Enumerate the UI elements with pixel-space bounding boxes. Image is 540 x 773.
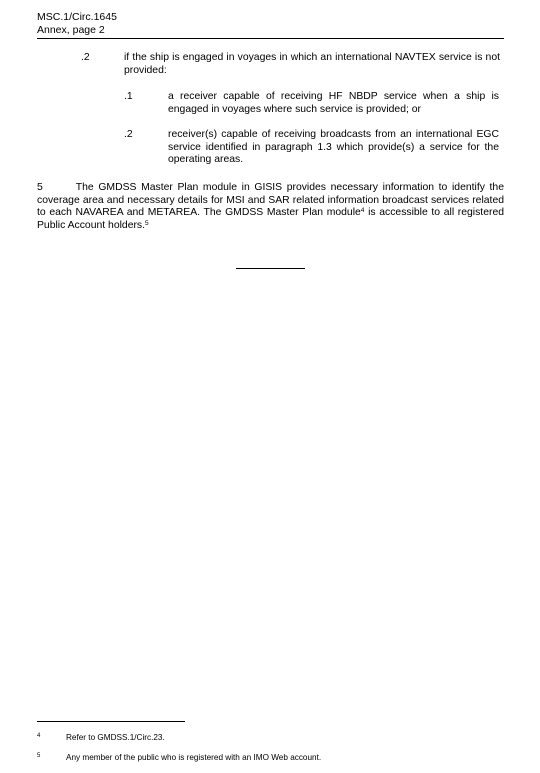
footnote-ref[interactable]: 5 [145, 219, 149, 227]
header-rule [37, 38, 504, 39]
paragraph-text-cont: is accessible to all registered Public Account holders. [37, 207, 504, 231]
item-number: .2 [81, 52, 90, 63]
paragraph-text: The GMDSS Master Plan module in GISIS provides necessary information to identify the coverage area and necessary details for MSI and SAR related information broadcast services related to each NAVAREA and METAREA. The GMDSS Master Plan module [37, 182, 504, 219]
doc-reference: MSC.1/Circ.1645 [37, 11, 117, 23]
subitem-number: .1 [124, 91, 133, 102]
end-separator-line [236, 268, 305, 269]
item-text: if the ship is engaged in voyages in which an international NAVTEX service is not provided: [124, 52, 500, 76]
page-label: Annex, page 2 [37, 23, 105, 36]
subitem-text: receiver(s) capable of receiving broadcasts from an international EGC service identified in paragraph 1.3 which provide(s) a service for the operating areas. [168, 129, 499, 166]
footnote-ref[interactable]: 4 [360, 207, 365, 215]
subitem-text: a receiver capable of receiving HF NBDP service when a ship is engaged in voyages where such service is provided; or [168, 91, 499, 115]
paragraph-5 [37, 182, 504, 232]
footnote-text: Any member of the public who is registered with an IMO Web account. [66, 753, 322, 762]
footnote-mark: 4 [37, 733, 41, 739]
footnote-rule [37, 721, 185, 722]
page-header [37, 11, 117, 36]
subitem-number: .2 [124, 129, 133, 140]
paragraph-number: 5 [37, 182, 43, 193]
footnote-mark: 5 [37, 753, 41, 759]
footnote-text: Refer to GMDSS.1/Circ.23. [66, 733, 165, 742]
